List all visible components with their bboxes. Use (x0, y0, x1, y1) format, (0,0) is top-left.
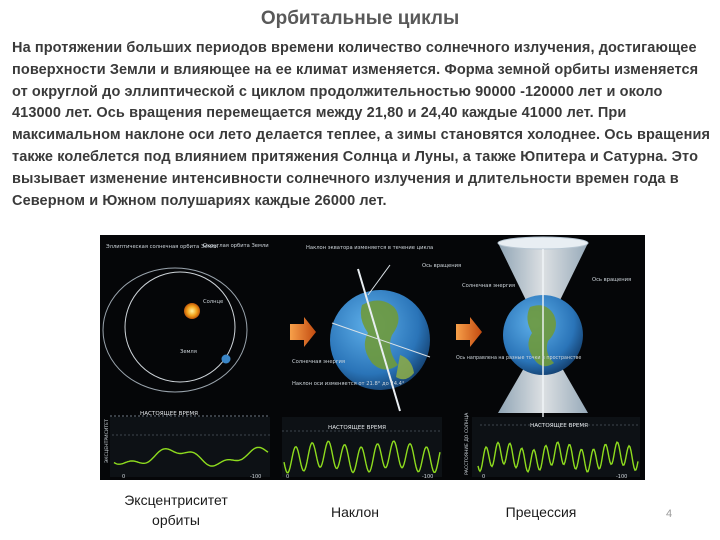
label-axis-direction: Ось направлена на разные точки в пространстве (456, 356, 582, 361)
label-tilt-change: Наклон экватора изменяется в течение цикла (306, 245, 434, 251)
label-solar-energy: Солнечная энергия (292, 359, 346, 365)
tick-minus100: -100 (250, 474, 262, 480)
label-sun: Солнце (203, 299, 224, 305)
orbital-cycles-figure (100, 235, 645, 480)
caption-eccentricity: Эксцентриситет орбиты (124, 492, 228, 528)
tick-0: 0 (286, 474, 290, 480)
label-elliptical-orbit: Эллиптическая солнечная орбита Земли (106, 244, 218, 250)
caption-precession: Прецессия (505, 504, 577, 520)
present-time-label: НАСТОЯЩЕЕ ВРЕМЯ (140, 411, 199, 417)
tick-minus100: -100 (616, 474, 628, 480)
label-earth: Земля (180, 349, 197, 355)
tick-0: 0 (122, 474, 126, 480)
present-time-label: НАСТОЯЩЕЕ ВРЕМЯ (530, 423, 589, 429)
slide-title: Орбитальные циклы (260, 8, 460, 29)
caption-tilt: Наклон (330, 504, 380, 520)
label-rotation-axis: Ось вращения (422, 263, 462, 269)
page-number: 4 (666, 508, 673, 520)
precession-graph (464, 412, 640, 480)
tick-minus100: -100 (422, 474, 434, 480)
earth-icon (222, 355, 231, 364)
ylabel-distance: РАССТОЯНИЕ ДО СОЛНЦА (465, 412, 470, 475)
arrow-icon (290, 317, 316, 347)
orbit-panel (103, 243, 269, 392)
circular-orbit (125, 272, 235, 382)
eccentricity-graph (104, 411, 270, 480)
label-solar-energy: Солнечная энергия (462, 283, 516, 289)
tilt-graph (282, 417, 442, 480)
sun-icon (184, 303, 200, 319)
precession-panel (456, 237, 631, 421)
cone-rim (498, 237, 588, 249)
label-circular-orbit: Округлая орбита Земли (203, 243, 269, 249)
present-time-label: НАСТОЯЩЕЕ ВРЕМЯ (328, 425, 387, 431)
slide-body-text: На протяжении больших периодов времени количество солнечного излучения, достигающее поверхности Земли и влияющее на ее климат изменяется. Форма земной орбиты изменяется от округлой до эллиптической с циклом продолжительностью 90000 -120000 лет и около 413000 лет. Ось вращения перемещается между 21,80 и 24,40 каждые 41000 лет. При максимальном наклоне оси лето делается теплее, а зимы становятся холоднее. Ось вращения также колеблется под влиянием притяжения Солнца и Луны, а также Юпитера и Сатурна. Это вызывает изменение интенсивности солнечного излучения и длительности времен года в Северном и Южном полушариях каждые 26000 лет. (12, 40, 711, 209)
arrow-icon (456, 317, 482, 347)
ylabel-eccentricity: ЭКСЦЕНТРИСИТЕТ (105, 419, 110, 463)
tilt-panel (292, 245, 461, 411)
label-rotation-axis: Ось вращения (592, 277, 632, 283)
tick-0: 0 (482, 474, 486, 480)
orbital-cycles-illustration (100, 235, 645, 480)
graph-background (110, 417, 270, 477)
label-axis-tilt: Наклон оси изменяется от 21.8° до 24.4° (292, 381, 405, 387)
